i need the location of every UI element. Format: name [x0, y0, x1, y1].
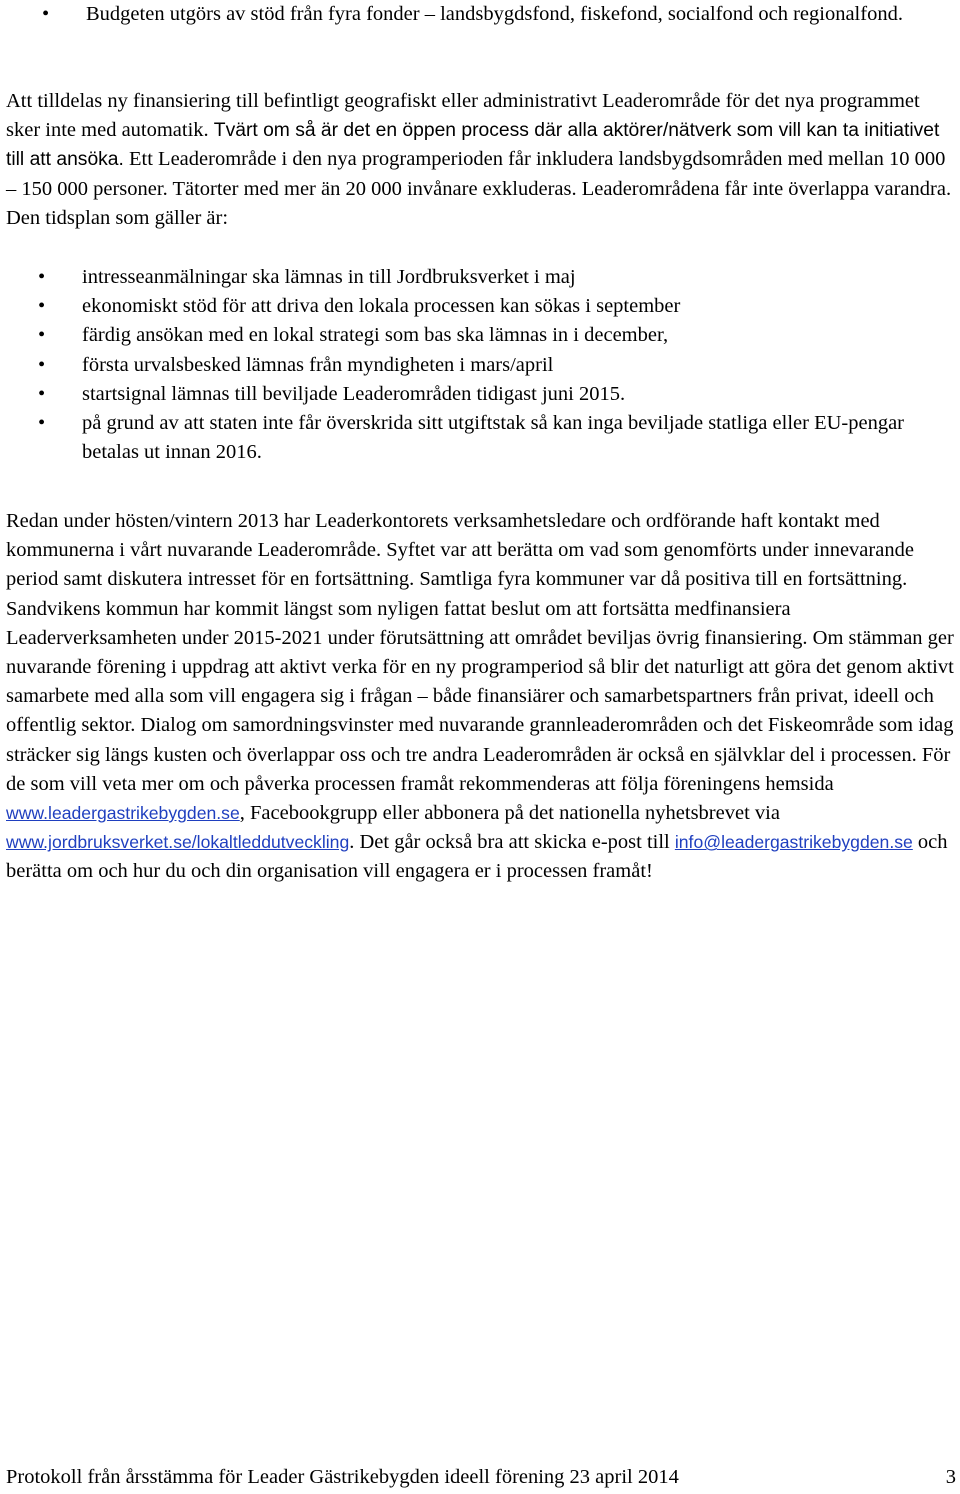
website-link[interactable]: www.leadergastrikebygden.se — [6, 803, 240, 824]
contact-text-main: Redan under hösten/vintern 2013 har Leaderkontorets verksamhetsledare och ordförande haft kontakt med kommunerna i vårt nuvarande Leaderområde. Syftet var att berätta om vad som genomförts under innevarande period samt diskutera intresset för en fortsättning. Samtliga fyra kommuner var då positiva till en fortsättning. Sandvikens kommun har kommit längst som nyligen fattat beslut om att fortsätta medfinansiera Leaderverksamheten under 2015-2021 under förutsättning att området beviljas övrig finansiering. Om stämman ger nuvarande förening i uppdrag att aktivt verka för en ny programperiod så blir det naturligt att göra det genom aktivt samarbete med alla som vill engagera sig i frågan – både finansiärer och samarbetspartners från privat, ideell och offentlig sektor. Dialog om samordningsvinster med nuvarande grannleaderområden och det Fiskeområde som idag sträcker sig längs kusten och överlappar oss och tre andra Leaderområden är också en självklar del i processen. För de som vill veta mer om och påverka processen framåt rekommenderas att följa föreningens hemsida — [6, 510, 954, 795]
bullet-icon: • — [38, 353, 46, 376]
schedule-item-text: startsignal lämnas till beviljade Leaderområden tidigast juni 2015. — [82, 382, 626, 405]
list-item — [38, 351, 948, 380]
bullet-icon: • — [38, 295, 46, 318]
schedule-item-text: ekonomiskt stöd för att driva den lokala processen kan sökas i september — [82, 295, 681, 318]
page-number: 3 — [945, 1466, 956, 1488]
contact-paragraph — [6, 507, 956, 887]
financing-text-end: Ett Leaderområde i den nya programperioden får inkludera landsbygdsområden med mellan 10 000 – 150 000 personer. Tätorter med mer än 20 000 invånare exkluderas. Leaderområdena får inte överlappa varandra. Den tidsplan som gäller är: — [6, 148, 952, 229]
bullet-icon: • — [38, 412, 46, 435]
budget-bullet-text: Budgeten utgörs av stöd från fyra fonder – landsbygdsfond, fiskefond, socialfond och regionalfond. — [86, 3, 903, 25]
schedule-item-text: på grund av att staten inte får överskrida sitt utgiftstak så kan inga beviljade statliga eller EU-pengar betalas ut innan 2016. — [82, 412, 905, 464]
jordbruksverket-link[interactable]: www.jordbruksverket.se/lokaltleddutveckling — [6, 832, 350, 853]
bullet-icon: • — [38, 324, 46, 347]
footer-text: Protokoll från årsstämma för Leader Gästrikebygden ideell förening 23 april 2014 — [6, 1466, 679, 1488]
contact-text-closing: och berätta om och hur du och din organisation vill engagera er i processen framåt! — [6, 831, 948, 883]
financing-paragraph — [6, 87, 958, 233]
email-link[interactable]: info@leadergastrikebygden.se — [674, 832, 913, 853]
financing-text-open-process: Tvärt om så är det en öppen process där alla aktörer/nätverk som vill kan ta initiativet till att ansöka. — [6, 120, 940, 171]
contact-text-facebook: , Facebookgrupp eller abbonera på det nationella nyhetsbrevet via — [239, 802, 780, 825]
financing-text-start: Att tilldelas ny finansiering till befintligt geografiskt eller administrativt Leaderområde för det nya programmet sker inte med automatik. — [6, 90, 920, 142]
schedule-item-text: färdig ansökan med en lokal strategi som bas ska lämnas in i december, — [82, 324, 669, 347]
contact-text-email-intro: . Det går också bra att skicka e-post till — [349, 831, 675, 854]
schedule-list — [38, 263, 948, 467]
bullet-icon: • — [42, 3, 50, 25]
list-item — [38, 409, 948, 467]
schedule-item-text: intresseanmälningar ska lämnas in till Jordbruksverket i maj — [82, 266, 576, 288]
page-footer — [6, 1463, 960, 1492]
schedule-item-text: första urvalsbesked lämnas från myndigheten i mars/april — [82, 353, 554, 376]
bullet-icon: • — [38, 382, 46, 405]
bullet-icon: • — [38, 266, 46, 288]
list-item — [38, 263, 948, 292]
list-item — [38, 292, 948, 321]
budget-bullet — [42, 0, 942, 29]
list-item — [38, 380, 948, 409]
list-item — [38, 321, 948, 350]
